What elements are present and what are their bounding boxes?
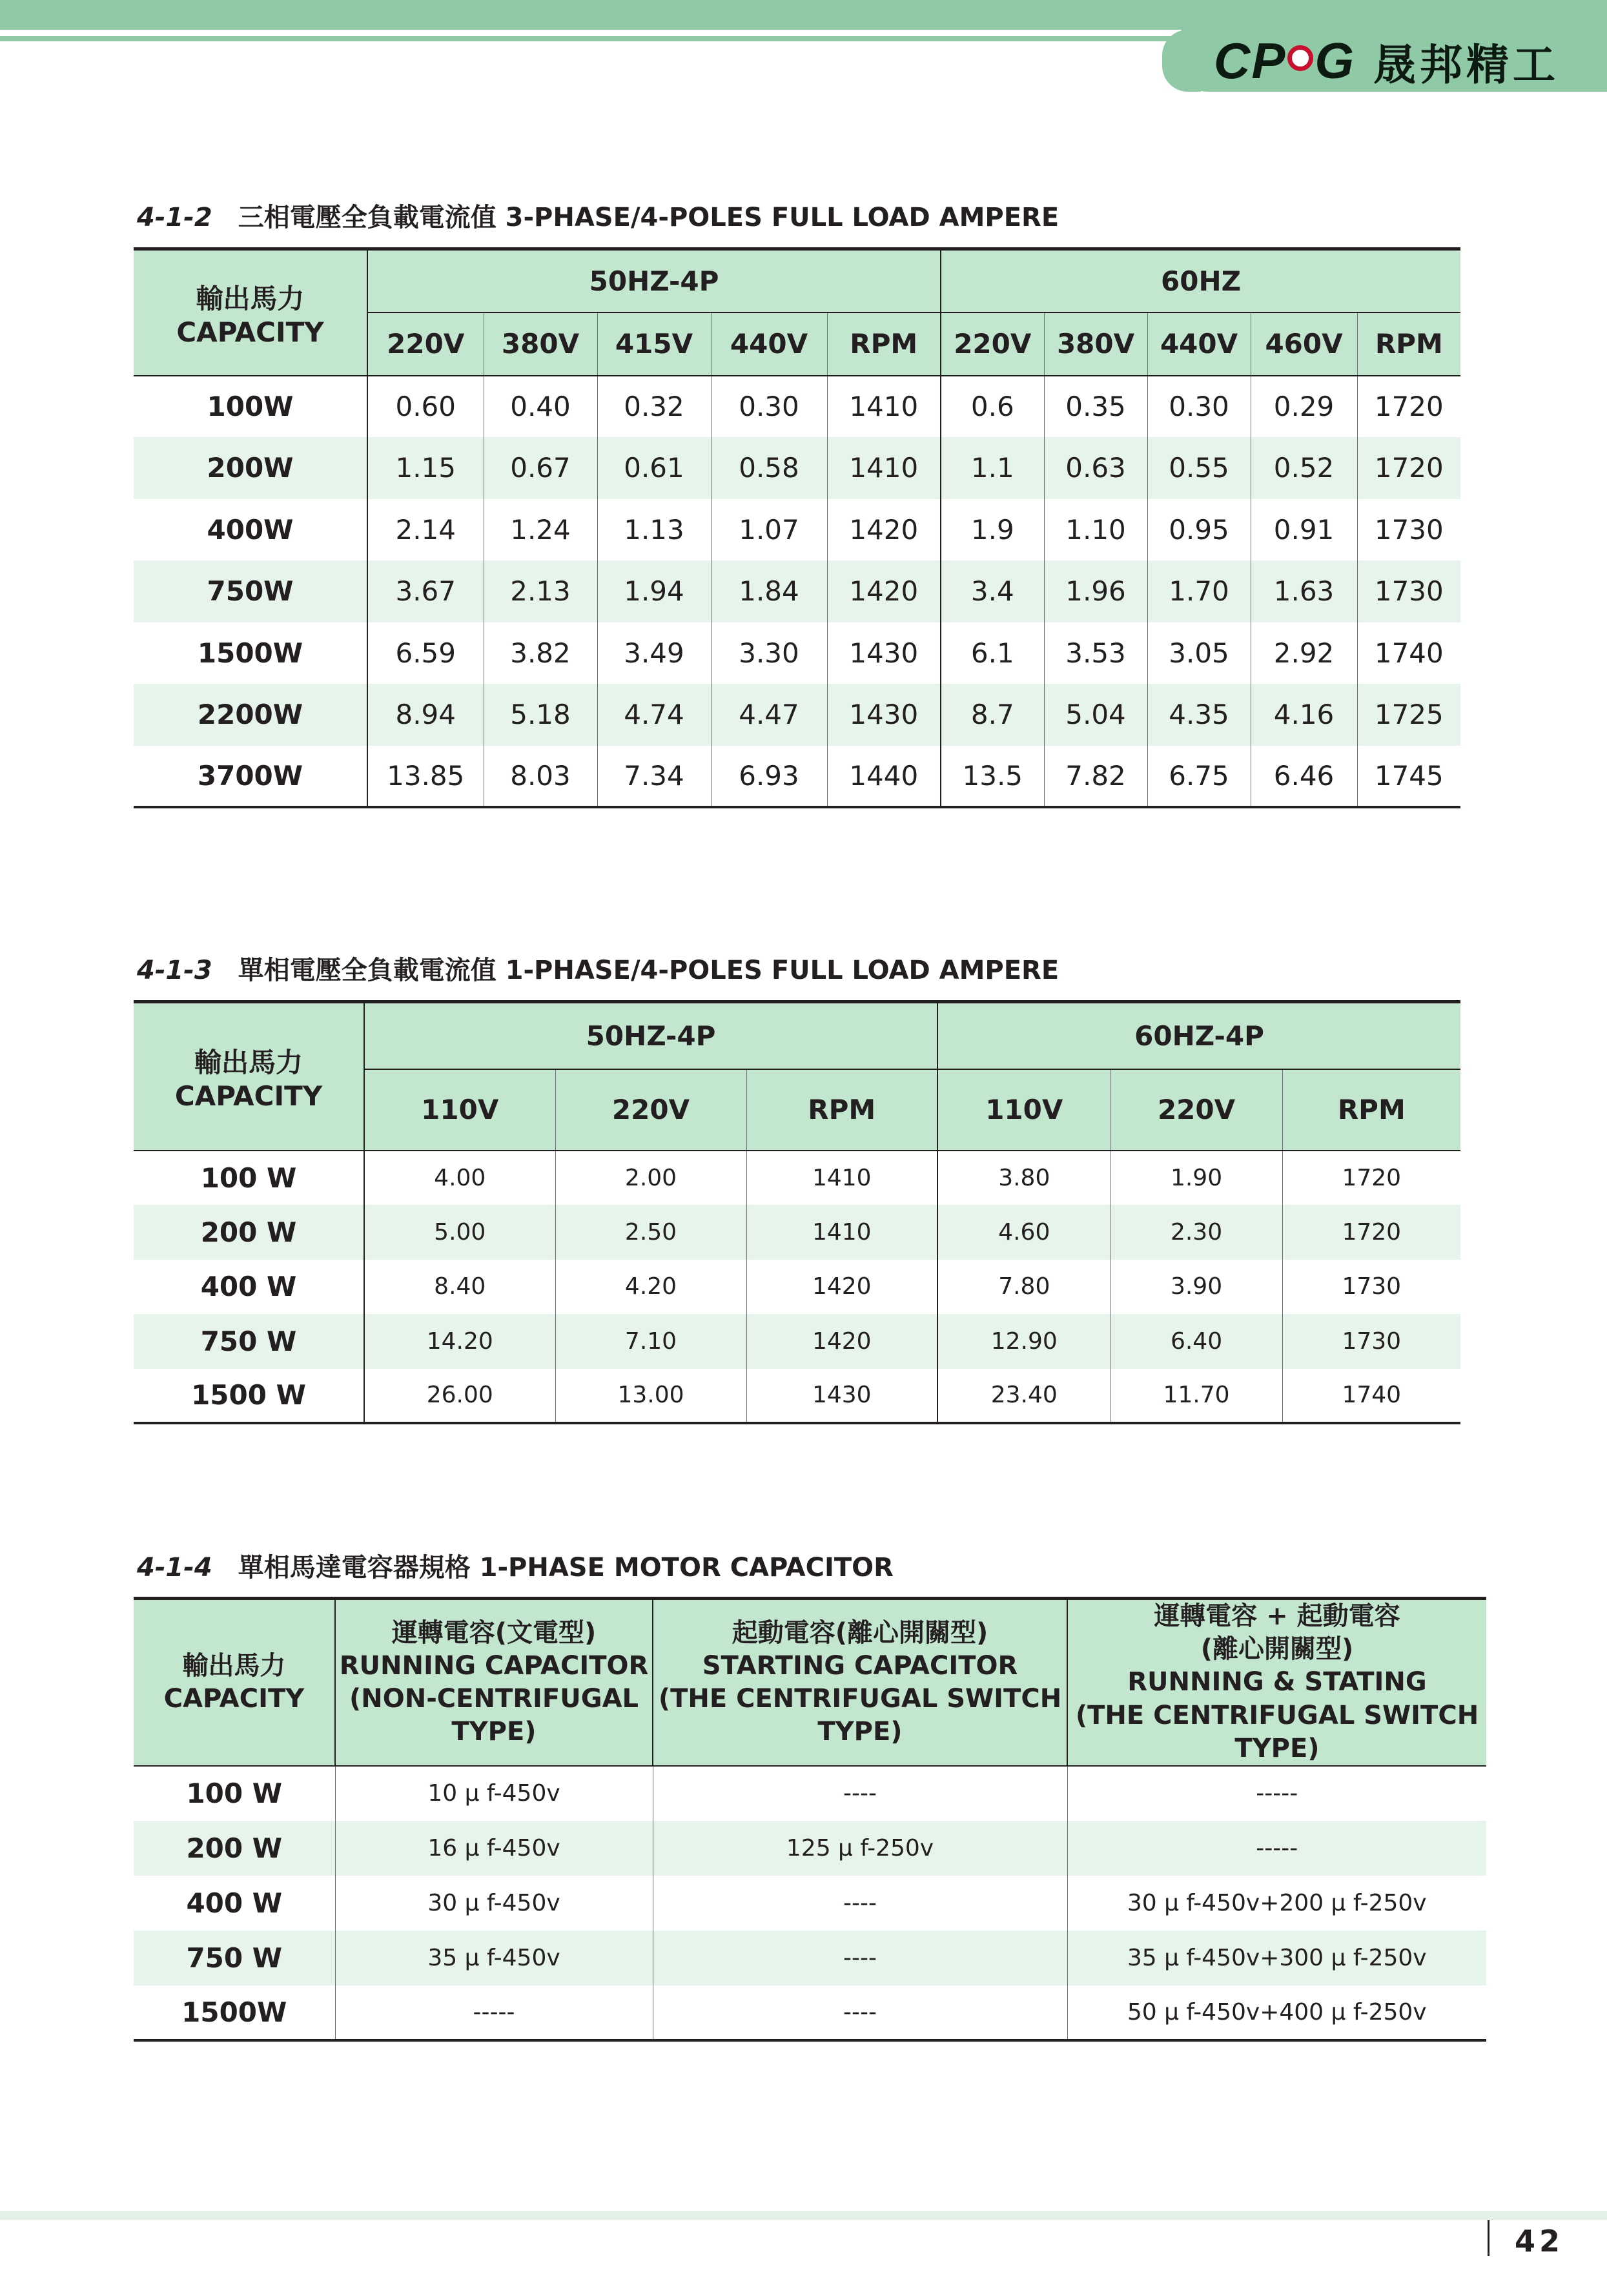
value-cell: 1740 — [1357, 622, 1460, 684]
header-rule — [0, 36, 1182, 41]
value-cell: 1.13 — [597, 499, 711, 561]
value-cell: 3.4 — [941, 560, 1044, 622]
page-number: 42 — [1515, 2224, 1564, 2259]
value-cell: 0.55 — [1147, 437, 1251, 499]
header-line: RUNNING & STATING — [1127, 1667, 1427, 1697]
value-cell: 2.30 — [1111, 1205, 1282, 1260]
value-cell: 1420 — [746, 1260, 937, 1315]
value-cell: 35 μ f-450v+300 μ f-250v — [1067, 1931, 1486, 1985]
value-cell: 4.00 — [364, 1151, 555, 1205]
running-capacitor-header — [335, 1599, 653, 1766]
value-cell: 4.60 — [937, 1205, 1111, 1260]
value-cell: 0.35 — [1044, 376, 1147, 438]
value-cell: 1720 — [1282, 1205, 1460, 1260]
capacity-cell: 400W — [207, 513, 294, 546]
value-cell: 1725 — [1357, 684, 1460, 746]
value-cell: 1740 — [1282, 1369, 1460, 1424]
value-cell: 1.70 — [1147, 560, 1251, 622]
value-cell: 125 μ f-250v — [653, 1821, 1067, 1876]
column-header: 380V — [484, 313, 597, 376]
value-cell: 1720 — [1357, 437, 1460, 499]
table-row — [134, 560, 1460, 622]
group-50hz: 50HZ-4P — [367, 249, 941, 313]
table-row — [134, 1821, 1486, 1876]
value-cell: 1.94 — [597, 560, 711, 622]
section-title-4-1-4 — [137, 1547, 894, 1584]
capacity-cn: 輸出馬力 — [196, 282, 305, 314]
value-cell: 11.70 — [1111, 1369, 1282, 1424]
column-header: RPM — [746, 1069, 937, 1151]
value-cell: 1.07 — [711, 499, 827, 561]
value-cell: 5.00 — [364, 1205, 555, 1260]
table-row — [134, 1876, 1486, 1931]
column-header: 220V — [1111, 1069, 1282, 1151]
value-cell: 3.67 — [367, 560, 484, 622]
value-cell: ---- — [653, 1876, 1067, 1931]
column-header: 380V — [1044, 313, 1147, 376]
value-cell: 3.80 — [937, 1151, 1111, 1205]
running-starting-header — [1067, 1599, 1486, 1766]
capacity-cell: 200W — [134, 437, 367, 499]
value-cell: 8.7 — [941, 684, 1044, 746]
capacity-cell: 2200W — [134, 684, 367, 746]
value-cell: 1720 — [1357, 376, 1460, 438]
value-cell: 1420 — [746, 1314, 937, 1369]
header-band — [0, 0, 1607, 30]
group-50hz: 50HZ-4P — [364, 1002, 937, 1069]
value-cell: 1.10 — [1044, 499, 1147, 561]
column-header: 440V — [711, 313, 827, 376]
value-cell: 1730 — [1282, 1260, 1460, 1315]
column-header: RPM — [1357, 313, 1460, 376]
value-cell: 2.92 — [1251, 622, 1357, 684]
capacity-cell: 200 W — [134, 1821, 335, 1876]
column-header: 220V — [367, 313, 484, 376]
cpg-logo: C P G — [1214, 32, 1356, 89]
section-heading: 單相馬達電容器規格 1-PHASE MOTOR CAPACITOR — [238, 1553, 894, 1583]
value-cell: 1410 — [746, 1205, 937, 1260]
capacity-en: CAPACITY — [174, 1080, 323, 1112]
value-cell: 7.82 — [1044, 746, 1147, 808]
capacity-cell: 750 W — [134, 1931, 335, 1985]
table-row — [134, 499, 1460, 561]
value-cell: 8.94 — [367, 684, 484, 746]
value-cell: 1730 — [1357, 560, 1460, 622]
value-cell: 0.30 — [711, 376, 827, 438]
value-cell: 1.96 — [1044, 560, 1147, 622]
capacity-cell: 1500W — [181, 1996, 287, 2028]
value-cell: 23.40 — [937, 1369, 1111, 1424]
value-cell: 7.10 — [555, 1314, 746, 1369]
table-row — [134, 1369, 1460, 1424]
header-line: (THE CENTRIFUGAL SWITCH TYPE) — [1075, 1700, 1479, 1763]
group-60hz: 60HZ — [941, 249, 1460, 313]
capacity-cell: 100W — [134, 376, 367, 438]
value-cell: ---- — [653, 1985, 1067, 2040]
value-cell: 4.74 — [597, 684, 711, 746]
header-line: (THE CENTRIFUGAL SWITCH TYPE) — [658, 1683, 1062, 1747]
value-cell: 2.50 — [555, 1205, 746, 1260]
value-cell: ---- — [653, 1766, 1067, 1821]
three-phase-table — [134, 247, 1460, 808]
value-cell: 2.14 — [367, 499, 484, 561]
value-cell: ----- — [335, 1985, 653, 2040]
value-cell: 0.32 — [597, 376, 711, 438]
table-row — [134, 1260, 1460, 1315]
column-header: RPM — [827, 313, 941, 376]
section-heading: 三相電壓全負載電流值 3-PHASE/4-POLES FULL LOAD AMPERE — [238, 203, 1059, 232]
capacity-cell: 100 W — [134, 1151, 364, 1205]
value-cell: 1.63 — [1251, 560, 1357, 622]
value-cell: 0.6 — [941, 376, 1044, 438]
value-cell: 1430 — [827, 684, 941, 746]
column-header: 440V — [1147, 313, 1251, 376]
column-header: 220V — [941, 313, 1044, 376]
value-cell: 1420 — [827, 560, 941, 622]
single-phase-table — [134, 1000, 1460, 1424]
value-cell: 3.30 — [711, 622, 827, 684]
value-cell: 0.30 — [1147, 376, 1251, 438]
value-cell: 3.53 — [1044, 622, 1147, 684]
value-cell: 1410 — [827, 376, 941, 438]
value-cell: 1745 — [1357, 746, 1460, 808]
value-cell: 4.20 — [555, 1260, 746, 1315]
capacity-header — [134, 1599, 335, 1766]
brand-name: 晟邦精工 — [1373, 39, 1560, 90]
value-cell: 13.5 — [941, 746, 1044, 808]
value-cell: 1730 — [1357, 499, 1460, 561]
table-row — [134, 1931, 1486, 1985]
value-cell: 1.1 — [941, 437, 1044, 499]
value-cell: 3.82 — [484, 622, 597, 684]
value-cell: 50 μ f-450v+400 μ f-250v — [1067, 1985, 1486, 2040]
value-cell: 5.18 — [484, 684, 597, 746]
footer-divider — [1488, 2220, 1489, 2256]
value-cell: 30 μ f-450v — [335, 1876, 653, 1931]
value-cell: 6.75 — [1147, 746, 1251, 808]
column-header: 110V — [937, 1069, 1111, 1151]
capacity-cell: 750W — [134, 560, 367, 622]
value-cell: 1720 — [1282, 1151, 1460, 1205]
value-cell: 0.40 — [484, 376, 597, 438]
capacity-cell: 200 W — [134, 1205, 364, 1260]
value-cell: 3.05 — [1147, 622, 1251, 684]
header-line: RUNNING CAPACITOR — [339, 1650, 649, 1681]
value-cell: 6.59 — [367, 622, 484, 684]
table-row — [134, 437, 1460, 499]
capacity-cell: 100 W — [134, 1766, 335, 1821]
section-heading: 單相電壓全負載電流值 1-PHASE/4-POLES FULL LOAD AMPERE — [238, 956, 1059, 985]
value-cell: ---- — [653, 1931, 1067, 1985]
section-number: 4-1-4 — [137, 1553, 212, 1583]
value-cell: 1410 — [827, 437, 941, 499]
value-cell: 6.40 — [1111, 1314, 1282, 1369]
value-cell: 1.9 — [941, 499, 1044, 561]
value-cell: 0.58 — [711, 437, 827, 499]
section-number: 4-1-2 — [137, 203, 212, 232]
header-line: STARTING CAPACITOR — [702, 1650, 1018, 1681]
capacity-cell: 400 W — [200, 1271, 297, 1303]
footer-rule — [0, 2211, 1607, 2220]
section-number: 4-1-3 — [137, 956, 212, 985]
table-row — [134, 376, 1460, 438]
value-cell: 16 μ f-450v — [335, 1821, 653, 1876]
value-cell: 1430 — [827, 622, 941, 684]
value-cell: 10 μ f-450v — [335, 1766, 653, 1821]
value-cell: ----- — [1067, 1766, 1486, 1821]
capacity-cn: 輸出馬力 — [194, 1046, 303, 1078]
value-cell: 8.40 — [364, 1260, 555, 1315]
capacity-cell: 400 W — [186, 1887, 283, 1919]
group-60hz: 60HZ-4P — [937, 1002, 1460, 1069]
value-cell: 0.91 — [1251, 499, 1357, 561]
value-cell: 6.93 — [711, 746, 827, 808]
value-cell: 0.60 — [367, 376, 484, 438]
value-cell: 12.90 — [937, 1314, 1111, 1369]
value-cell: 1.90 — [1111, 1151, 1282, 1205]
header-line: 起動電容(離心開關型) — [732, 1617, 988, 1648]
table-row — [134, 1766, 1486, 1821]
value-cell: 7.80 — [937, 1260, 1111, 1315]
value-cell: ----- — [1067, 1821, 1486, 1876]
section-title-4-1-3 — [137, 950, 1059, 987]
value-cell: 5.04 — [1044, 684, 1147, 746]
value-cell: 2.13 — [484, 560, 597, 622]
header-line: (NON-CENTRIFUGAL TYPE) — [349, 1683, 639, 1747]
value-cell: 0.29 — [1251, 376, 1357, 438]
column-header: 415V — [597, 313, 711, 376]
capacity-en: CAPACITY — [163, 1683, 305, 1714]
header-line: 運轉電容(文電型) — [391, 1617, 597, 1648]
column-header: 460V — [1251, 313, 1357, 376]
table-row — [134, 1205, 1460, 1260]
value-cell: 4.35 — [1147, 684, 1251, 746]
table-row — [134, 746, 1460, 808]
capacity-cn: 輸出馬力 — [182, 1650, 286, 1681]
capacity-header — [134, 249, 367, 376]
value-cell: 3.90 — [1111, 1260, 1282, 1315]
value-cell: 7.34 — [597, 746, 711, 808]
capacitor-table — [134, 1597, 1486, 2042]
value-cell: 4.47 — [711, 684, 827, 746]
capacity-cell: 3700W — [197, 759, 303, 792]
section-title-4-1-2 — [137, 197, 1059, 234]
value-cell: 1440 — [827, 746, 941, 808]
value-cell: 8.03 — [484, 746, 597, 808]
capacity-header — [134, 1002, 364, 1151]
header-line: (離心開關型) — [1200, 1634, 1354, 1665]
capacity-en: CAPACITY — [176, 316, 324, 348]
value-cell: 26.00 — [364, 1369, 555, 1424]
value-cell: 4.16 — [1251, 684, 1357, 746]
value-cell: 1.24 — [484, 499, 597, 561]
value-cell: 0.95 — [1147, 499, 1251, 561]
table-row — [134, 1314, 1460, 1369]
column-header: RPM — [1282, 1069, 1460, 1151]
starting-capacitor-header — [653, 1599, 1067, 1766]
value-cell: 35 μ f-450v — [335, 1931, 653, 1985]
value-cell: 13.85 — [367, 746, 484, 808]
value-cell: 13.00 — [555, 1369, 746, 1424]
value-cell: 1.84 — [711, 560, 827, 622]
column-header: 110V — [364, 1069, 555, 1151]
value-cell: 0.61 — [597, 437, 711, 499]
value-cell: 1.15 — [367, 437, 484, 499]
header-line: 運轉電容 + 起動電容 — [1154, 1601, 1400, 1631]
value-cell: 0.67 — [484, 437, 597, 499]
table-row — [134, 1985, 1486, 2040]
value-cell: 3.49 — [597, 622, 711, 684]
value-cell: 2.00 — [555, 1151, 746, 1205]
capacity-cell: 750 W — [134, 1314, 364, 1369]
value-cell: 1430 — [746, 1369, 937, 1424]
value-cell: 1410 — [746, 1151, 937, 1205]
column-header: 220V — [555, 1069, 746, 1151]
value-cell: 0.63 — [1044, 437, 1147, 499]
value-cell: 1420 — [827, 499, 941, 561]
value-cell: 30 μ f-450v+200 μ f-250v — [1067, 1876, 1486, 1931]
value-cell: 1730 — [1282, 1314, 1460, 1369]
brand-logo — [1214, 34, 1559, 88]
value-cell: 6.1 — [941, 622, 1044, 684]
value-cell: 14.20 — [364, 1314, 555, 1369]
table-row — [134, 1151, 1460, 1205]
value-cell: 0.52 — [1251, 437, 1357, 499]
value-cell: 6.46 — [1251, 746, 1357, 808]
capacity-cell: 1500W — [197, 637, 303, 669]
logo-ring-icon — [1287, 45, 1313, 71]
table-row — [134, 684, 1460, 746]
table-row — [134, 622, 1460, 684]
capacity-cell: 1500 W — [191, 1379, 306, 1411]
